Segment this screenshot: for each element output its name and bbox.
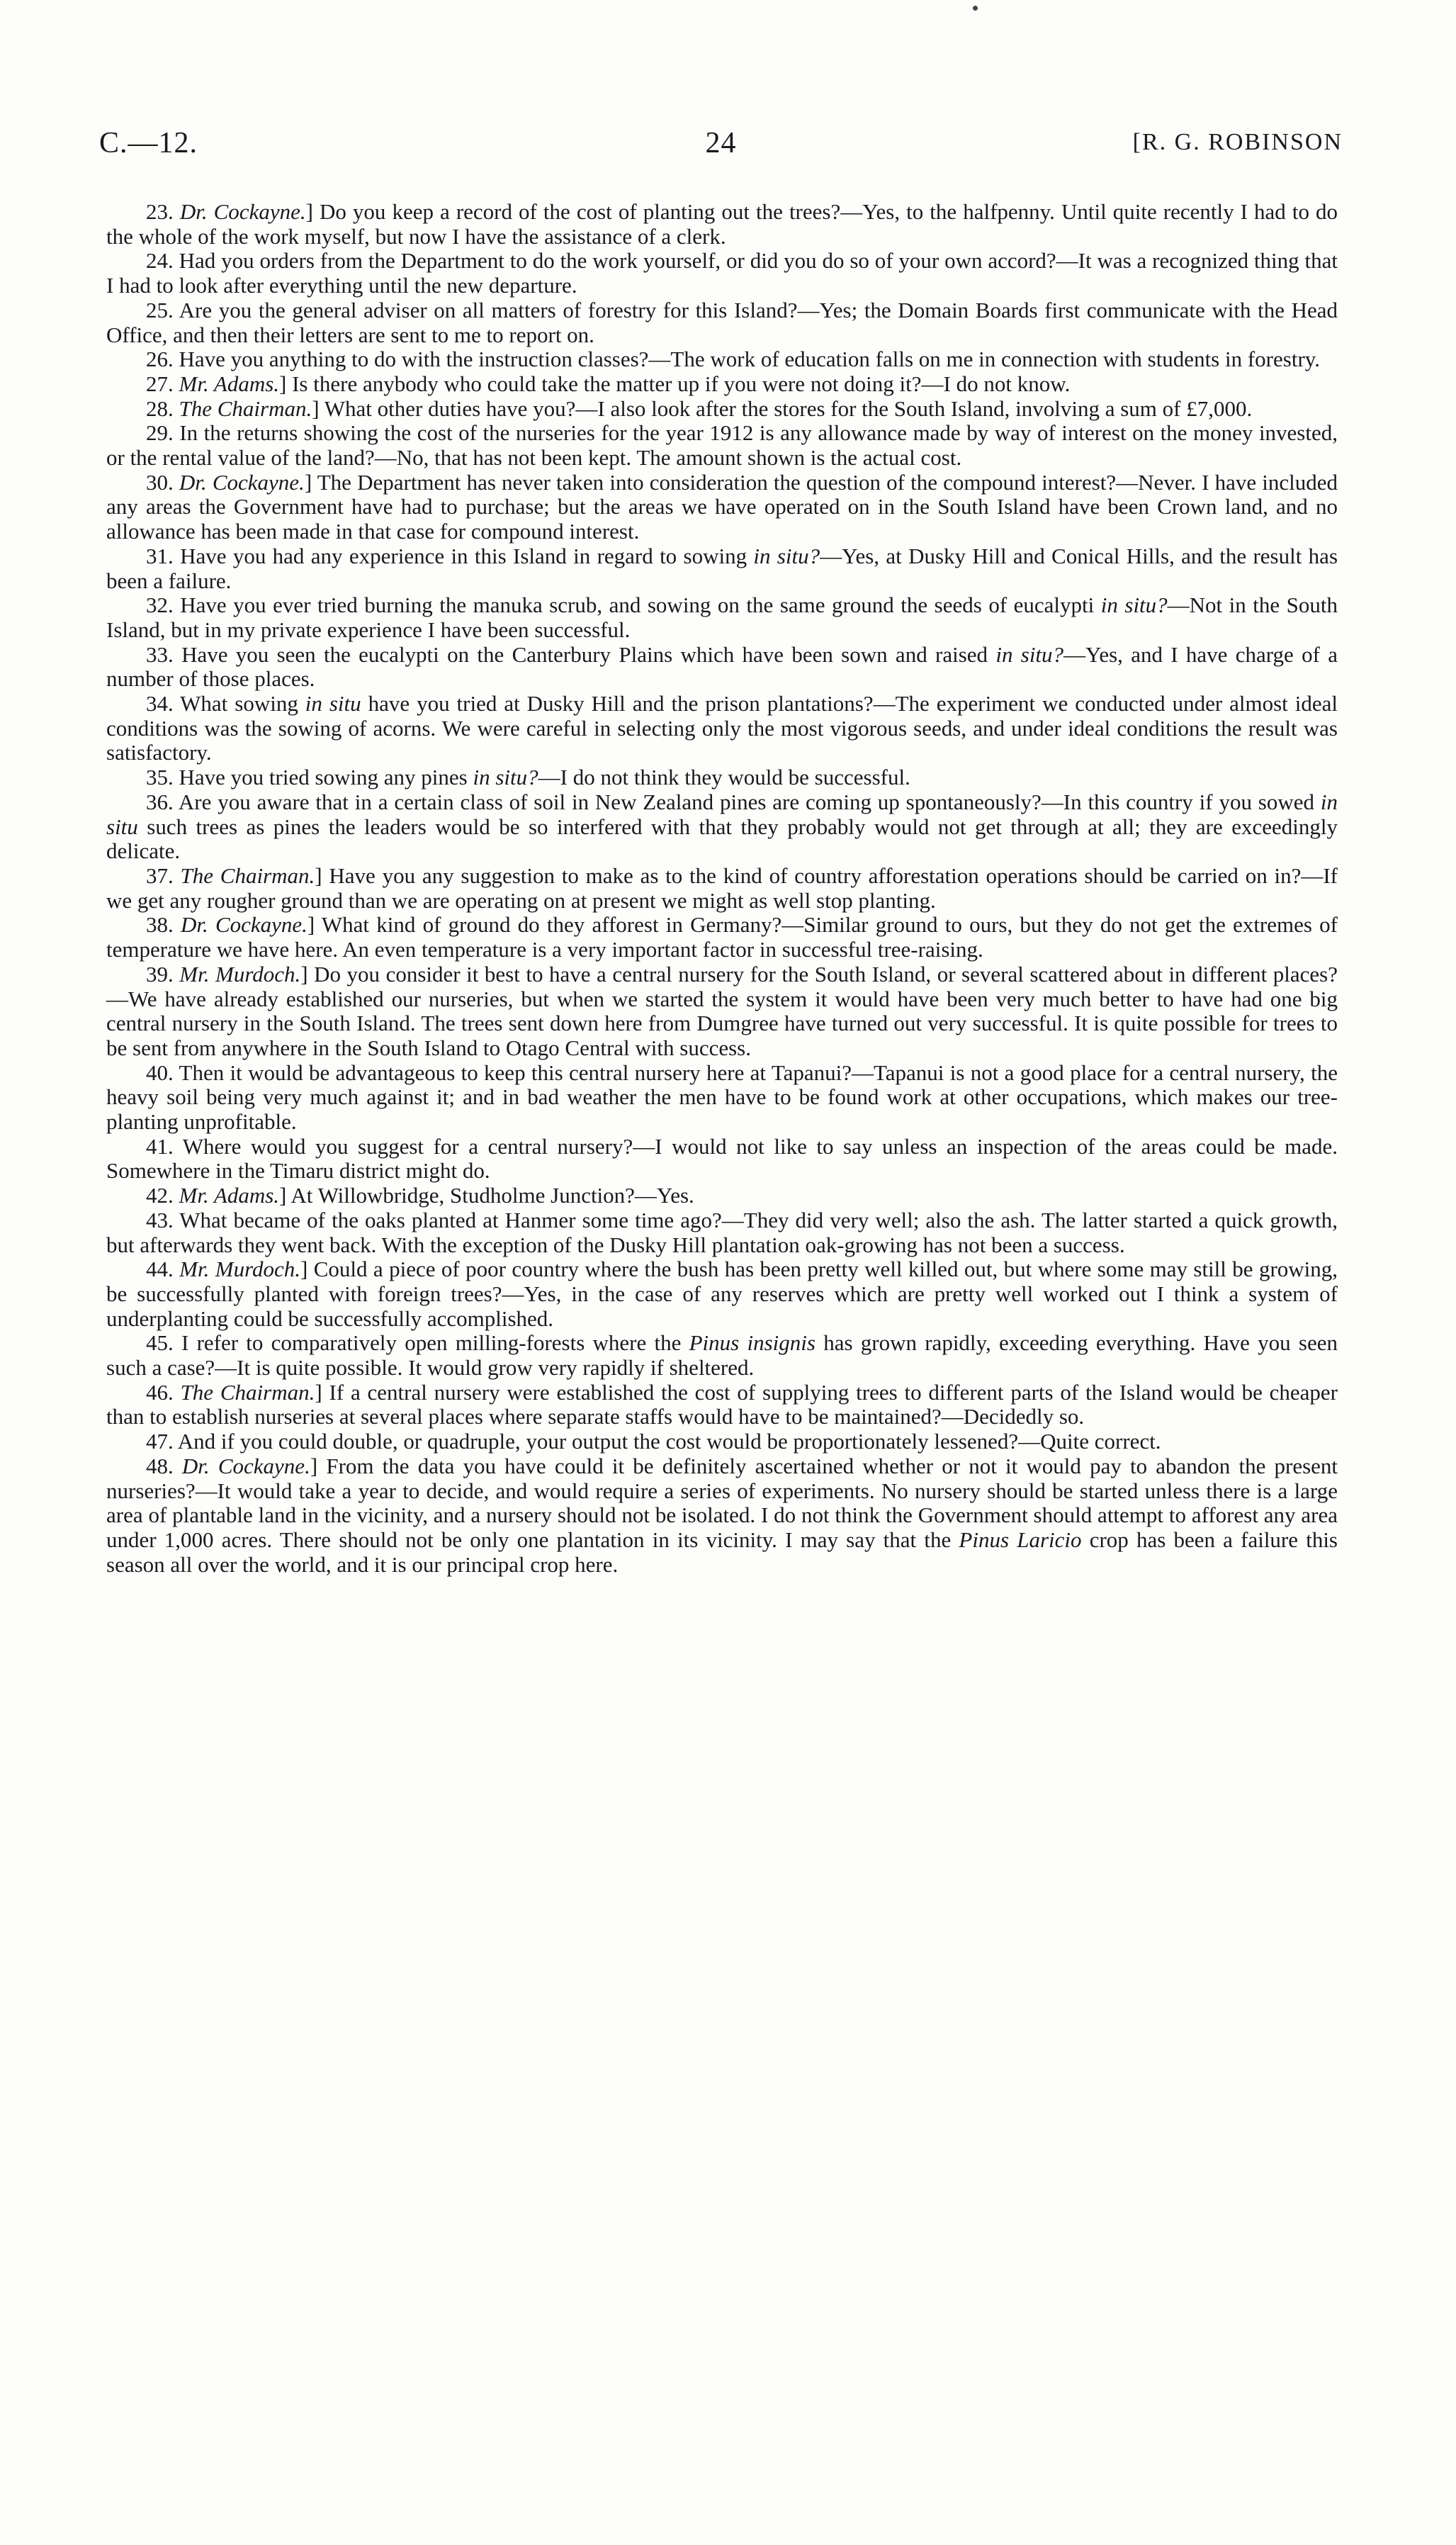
testimony-paragraph: 27. Mr. Adams.] Is there anybody who could take the matter up if you were not doing it?—I do not know. [146,371,1071,396]
paragraph-text: Had you orders from the Department to do the work yourself, or did you do so of your own accord?—It was a recognized thing that I had to look after everything until the new departure. [106,248,1338,298]
paragraph-text: In the returns showing the cost of the nurseries for the year 1912 is any allowance made by way of interest on the money invested, or the rental value of the land?—No, that has not been kept. The amount shown is the actual cost. [106,420,1338,471]
question-number: 34. [146,691,174,717]
question-number: 47. [146,1429,174,1454]
paragraph-text: have you tried at Dusky Hill and the prison plantations?—The experiment we conducted under almost ideal conditions was the sowing of acorns. We were careful in selecting only the most vigorous seeds, and under ideal conditions the result was satisfactory. [106,691,1338,765]
speaker-name: Dr. Cockayne. [181,1453,310,1478]
question-number: 41. [146,1133,174,1159]
question-number: 30. [146,469,174,495]
italic-term: Pinus insignis [689,1330,816,1356]
question-number: 40. [146,1060,174,1085]
testimony-paragraph: 42. Mr. Adams.] At Willowbridge, Studholme Junction?—Yes. [146,1183,694,1208]
question-number: 48. [146,1453,174,1478]
testimony-paragraph [106,298,1338,347]
testimony-paragraph [106,593,1338,642]
testimony-paragraph [106,421,1338,470]
question-number: 36. [146,789,174,814]
speaker-name: Mr. Adams. [179,1183,280,1208]
paragraph-text: Have you anything to do with the instruction classes?—The work of education falls on me in connection with students in forestry. [179,347,1321,372]
speaker-name: The Chairman. [180,863,315,888]
paragraph-text: At Willowbridge, Studholme Junction?—Yes. [290,1183,694,1208]
page-header [99,126,1343,176]
paragraph-text: If a central nursery were established the cost of supplying trees to different parts of the Island would be cheaper than to establish nurseries at several places where separate staffs would have to be maintained?—Decidedly so. [106,1379,1338,1429]
paragraph-text: Where would you suggest for a central nursery?—I would not like to say unless an inspection of the areas could be made. Somewhere in the Timaru district might do. [106,1133,1338,1184]
testimony-paragraph [106,790,1338,864]
testimony-paragraph [106,1429,1338,1454]
question-number: 43. [146,1207,174,1232]
testimony-paragraph: 48. Dr. Cockayne.] From the data you have could it be definitely ascertained whether or not it would pay to abandon the present nurseries?—It would take a year to decide, and would require a series of experiments. No nursery should be started unless there is a large area of plantable land in the vicinity, and a nursery should not be isolated. I do not think the Government should attempt to afforest any area under 1,000 acres. There should not be only one plantation in its vicinity. I may say that the Pinus Laricio crop has been a failure this season all over the world, and it is our principal crop here. [106,1453,1338,1577]
question-number: 38. [146,912,174,938]
italic-term: in situ? [1100,592,1168,618]
italic-term: in situ [305,691,361,717]
paragraph-text: Do you keep a record of the cost of planting out the trees?—Yes, to the halfpenny. Until quite recently I had to do the whole of the work myself, but now I have the assistance of a clerk. [106,199,1338,249]
witness-name: [R. G. ROBINSON [1132,129,1343,155]
paragraph-text: And if you could double, or quadruple, your output the cost would be proportionately lessened?—Quite correct. [177,1429,1161,1454]
paragraph-text: What became of the oaks planted at Hanmer some time ago?—They did very well; also the ash. The latter started a quick growth, but afterwards they went back. With the exception of the Dusky Hill plantation oak-growing has not been a success. [106,1207,1338,1257]
paragraph-text: crop has been a failure this season all over the world, and it is our principal crop here. [106,1527,1338,1577]
testimony-paragraph [106,692,1338,765]
speaker-name: The Chairman. [179,395,312,421]
paragraph-text: —Yes, and I have charge of a number of those places. [106,641,1338,692]
question-number: 37. [146,863,174,888]
testimony-paragraph [106,1331,1338,1380]
testimony-paragraph: 23. Dr. Cockayne.] Do you keep a record of the cost of planting out the trees?—Yes, to the halfpenny. Until quite recently I had to do the whole of the work myself, but now I have the assistance of a clerk. [106,199,1338,249]
paragraph-text: has grown rapidly, exceeding everything. Have you seen such a case?—It is quite possible. It would grow very rapidly if sheltered. [106,1330,1338,1381]
paragraph-text: From the data you have could it be definitely ascertained whether or not it would pay to abandon the present nurseries?—It would take a year to decide, and would require a series of experiments. No nursery should be started unless there is a large area of plantable land in the vicinity, and a nursery should not be isolated. I do not think the Government should attempt to afforest any area under 1,000 acres. There should not be only one plantation in its vicinity. I may say that the [106,1453,1338,1552]
speaker-name: Mr. Murdoch. [179,1257,301,1282]
testimony-paragraph: 37. The Chairman.] Have you any suggestion to make as to the kind of country afforestation operations should be carried on in?—If we get any rougher ground than we are operating on at present we might as well stop planting. [106,863,1338,913]
question-number: 32. [146,592,174,618]
paragraph-text: What kind of ground do they afforest in Germany?—Similar ground to ours, but they do not get the extremes of temperature we have here. An even temperature is a very important factor in successful tree-raising. [106,912,1338,962]
question-number: 46. [146,1379,174,1405]
italic-term: in situ [106,789,1338,839]
paragraph-text: What other duties have you?—I also look after the stores for the South Island, involving a sum of £7,000. [324,395,1253,421]
document-reference: C.—12. [99,127,198,159]
question-number: 31. [146,543,174,568]
question-number: 27. [146,371,174,396]
question-number: 28. [146,395,174,421]
testimony-paragraph [106,643,1338,692]
paragraph-text: Have you had any experience in this Island in regard to sowing [180,543,754,568]
paragraph-text: Are you the general adviser on all matters of forestry for this Island?—Yes; the Domain Boards first communicate with the Head Office, and then their letters are sent to me to report on. [106,297,1338,347]
testimony-paragraph [106,347,1338,372]
paragraph-text: —Yes, at Dusky Hill and Conical Hills, and the result has been a failure. [106,543,1338,593]
question-number: 42. [146,1183,174,1208]
testimony-paragraph: 44. Mr. Murdoch.] Could a piece of poor country where the bush has been pretty well killed out, but where some may still be growing, be successfully planted with foreign trees?—Yes, in the case of any reserves which are pretty well worked out I think a system of underplanting could be successfully accomplished. [106,1257,1338,1331]
question-number: 29. [146,420,174,446]
testimony-paragraph [106,765,1338,790]
speaker-name: Mr. Murdoch. [179,961,301,987]
page-number: 24 [705,127,737,159]
speaker-name: Mr. Adams. [179,371,280,396]
paragraph-text: —Not in the South Island, but in my private experience I have been successful. [106,592,1338,642]
question-number: 23. [146,199,174,224]
testimony-paragraph [106,249,1338,298]
testimony-paragraph [106,1135,1338,1184]
paragraph-text: The Department has never taken into consideration the question of the compound interest?—Never. I have included any areas the Government have had to purchase; but the areas we have operated on in the South Island have been Crown land, and no allowance has been made in that case for compound interest. [106,469,1338,544]
testimony-paragraph: 46. The Chairman.] If a central nursery were established the cost of supplying trees to different parts of the Island would be cheaper than to establish nurseries at several places where separate staffs would have to be maintained?—Decidedly so. [106,1379,1338,1429]
testimony-paragraph [106,1061,1338,1135]
paragraph-text: Is there anybody who could take the matter up if you were not doing it?—I do not know. [292,371,1071,396]
ink-speck [973,6,978,11]
paragraph-text: Have you seen the eucalypti on the Canterbury Plains which have been sown and raised [181,641,996,667]
testimony-paragraph [106,544,1338,593]
speaker-name: Dr. Cockayne. [179,469,305,495]
paragraph-text: —I do not think they would be successful. [538,765,910,790]
paragraph-text: Could a piece of poor country where the bush has been pretty well killed out, but where some may still be growing, be successfully planted with foreign trees?—Yes, in the case of any reserves which are pretty well worked out I think a system of underplanting could be successfully accomplished. [106,1257,1338,1331]
paragraph-text: Do you consider it best to have a central nursery for the South Island, or several scattered about in different places?—We have already established our nurseries, but when we started the system it would have been very much better to have had one big central nursery in the South Island. The trees sent down here from Dumgree have turned out very successful. It is quite possible for trees to be sent from anywhere in the South Island to Otago Central with success. [106,961,1338,1060]
speaker-name: Dr. Cockayne. [179,199,306,224]
paragraph-text: such trees as pines the leaders would be so interfered with that they probably would not get through at all; they are exceedingly delicate. [106,814,1338,864]
speaker-name: The Chairman. [180,1379,315,1405]
paragraph-text: Have you ever tried burning the manuka scrub, and sowing on the same ground the seeds of eucalypti [180,592,1101,618]
italic-term: Pinus Laricio [959,1527,1082,1552]
question-number: 45. [146,1330,174,1356]
paragraph-text: Then it would be advantageous to keep this central nursery here at Tapanui?—Tapanui is not a good place for a central nursery, the heavy soil being very much against it; and in bad weather the men have to be found work at other occupations, which makes our tree-planting unprofitable. [106,1060,1338,1135]
italic-term: in situ? [473,765,538,790]
paragraph-text: Have you any suggestion to make as to the kind of country afforestation operations should be carried on in?—If we get any rougher ground than we are operating on at present we might as well stop planting. [106,863,1338,913]
paragraph-text: I refer to comparatively open milling-forests where the [181,1330,689,1356]
question-number: 33. [146,641,174,667]
testimony-body [106,200,1338,1577]
question-number: 24. [146,248,174,274]
question-number: 44. [146,1257,174,1282]
paragraph-text: What sowing [180,691,305,717]
question-number: 39. [146,961,174,987]
italic-term: in situ? [753,543,820,568]
testimony-paragraph [106,1208,1338,1257]
paragraph-text: Are you aware that in a certain class of soil in New Zealand pines are coming up spontaneously?—In this country if you sowed [178,789,1321,814]
question-number: 25. [146,297,174,322]
testimony-paragraph: 28. The Chairman.] What other duties have you?—I also look after the stores for the South Island, involving a sum of £7,000. [146,395,1253,421]
question-number: 26. [146,347,174,372]
question-number: 35. [146,765,174,790]
paragraph-text: Have you tried sowing any pines [179,765,473,790]
speaker-name: Dr. Cockayne. [180,912,307,938]
italic-term: in situ? [995,641,1064,667]
testimony-paragraph: 39. Mr. Murdoch.] Do you consider it best to have a central nursery for the South Island, or several scattered about in different places?—We have already established our nurseries, but when we started the system it would have been very much better to have had one big central nursery in the South Island. The trees sent down here from Dumgree have turned out very successful. It is quite possible for trees to be sent from anywhere in the South Island to Otago Central with success. [106,961,1338,1060]
testimony-paragraph: 38. Dr. Cockayne.] What kind of ground do they afforest in Germany?—Similar ground to ours, but they do not get the extremes of temperature we have here. An even temperature is a very important factor in successful tree-raising. [106,912,1338,962]
testimony-paragraph: 30. Dr. Cockayne.] The Department has never taken into consideration the question of the compound interest?—Never. I have included any areas the Government have had to purchase; but the areas we have operated on in the South Island have been Crown land, and no allowance has been made in that case for compound interest. [106,469,1338,544]
